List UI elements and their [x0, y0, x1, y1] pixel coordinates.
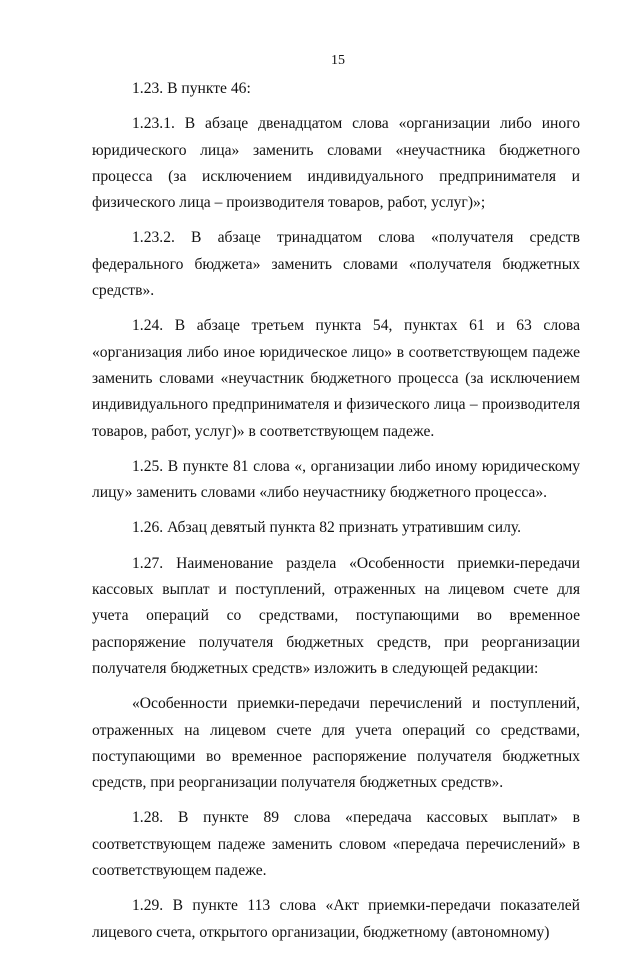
paragraph-1-25: 1.25. В пункте 81 слова «, организации либо иному юридическому лицу» заменить словами «либо неучастнику бюджетного процесса». — [92, 457, 580, 502]
paragraph-1-27-new-title: «Особенности приемки-передачи перечислений и поступлений, отраженных на лицевом счете для учета операций со средствами, поступающими во временное распоряжение получателя бюджетных средств, при реорганизации получателя бюджетных средств». — [92, 695, 580, 792]
paragraph-1-27: 1.27. Наименование раздела «Особенности приемки-передачи кассовых выплат и поступлений, отраженных на лицевом счете для учета операций со средствами, поступающими во временное распоряжение получателя бюджетных средств, при реорганизации получателя бюджетных средств» изложить в следующей редакции: — [92, 554, 580, 677]
page-number: 15 — [331, 53, 345, 68]
paragraph-1-23-1: 1.23.1. В абзаце двенадцатом слова «организации либо иного юридического лица» заменить словами «неучастника бюджетного процесса (за исключением индивидуального предпринимателя и физического лица – производителя товаров, работ, услуг)»; — [92, 115, 580, 212]
paragraph-1-24: 1.24. В абзаце третьем пункта 54, пунктах 61 и 63 слова «организация либо иное юридическое лицо» в соответствующем падеже заменить словами «неучастник бюджетного процесса (за исключением индивидуального предпринимателя и физического лица – производителя товаров, работ, услуг)» в соответствующем падеже. — [92, 317, 580, 440]
paragraph-1-23-2: 1.23.2. В абзаце тринадцатом слова «получателя средств федерального бюджета» заменить словами «получателя бюджетных средств». — [92, 229, 580, 300]
paragraph-1-23: 1.23. В пункте 46: — [132, 80, 251, 97]
paragraph-1-29: 1.29. В пункте 113 слова «Акт приемки-передачи показателей лицевого счета, открытого организации, бюджетному (автономному) — [92, 897, 580, 941]
paragraph-1-26: 1.26. Абзац девятый пункта 82 признать утратившим силу. — [132, 519, 521, 537]
document-body — [92, 76, 580, 955]
paragraph-1-28: 1.28. В пункте 89 слова «передача кассовых выплат» в соответствующем падеже заменить словом «передача перечислений» в соответствующем падеже. — [92, 809, 580, 880]
